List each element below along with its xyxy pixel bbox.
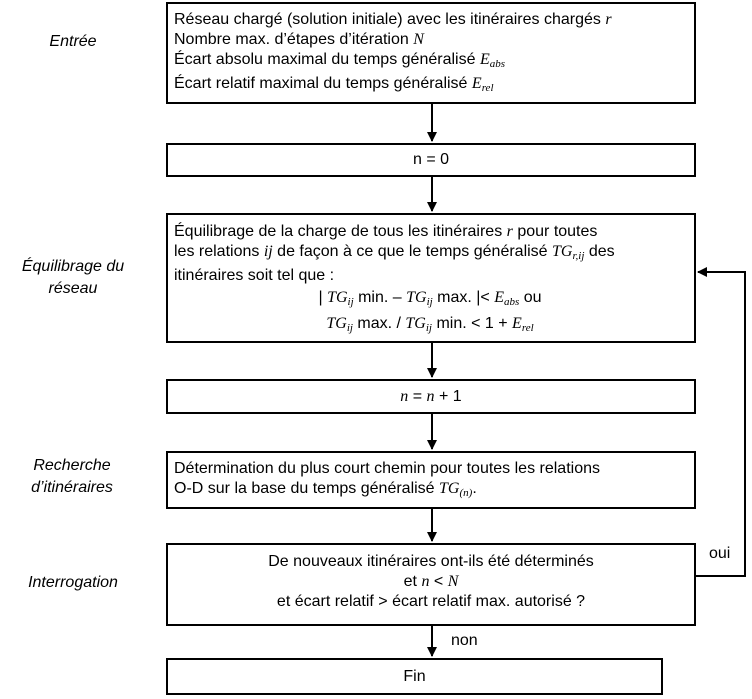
arrow-loop-yes [696, 272, 745, 576]
eq-l1b: pour toutes [517, 223, 598, 240]
search-l2: O-D sur la base du temps généralisé [174, 480, 435, 497]
eq-l4a: | [318, 289, 323, 306]
var-TG: TG [439, 480, 460, 497]
var-n: n [400, 388, 409, 405]
question-l2a: et [403, 573, 417, 590]
eq-l2a: les relations [174, 243, 260, 260]
stage-search-line1: Recherche [33, 457, 111, 474]
yes-text: oui [709, 545, 731, 562]
var-E: E [471, 75, 482, 92]
stage-equilibrium-line1: Équilibrage du [21, 258, 125, 275]
sub-n: (n) [459, 487, 473, 499]
eq-l2b: de façon à ce que le temps généralisé [277, 243, 548, 260]
var-E: E [479, 51, 490, 68]
var-n: n [421, 573, 430, 590]
eq-l3: itinéraires soit tel que : [174, 267, 335, 284]
sub-abs: abs [489, 58, 505, 70]
var-E: E [494, 289, 505, 306]
var-r: r [506, 223, 513, 240]
stage-equilibrium-line2: réseau [48, 280, 98, 297]
eq-l1a: Équilibrage de la charge de tous les itinéraires [174, 223, 503, 240]
input-line-network-text: Réseau chargé (solution initiale) avec les itinéraires chargés [174, 11, 601, 28]
var-ij: ij [263, 243, 273, 260]
var-N: N [413, 31, 424, 48]
eq-l5c: min. < 1 + [436, 315, 508, 332]
var-n: n [426, 388, 435, 405]
var-TG: TG [405, 315, 426, 332]
var-N: N [447, 573, 459, 590]
stage-interrogation-text: Interrogation [28, 574, 118, 591]
var-r: r [605, 11, 612, 28]
sub-r-ij: r,ij [572, 250, 585, 262]
question-l3: et écart relatif > écart relatif max. autorisé ? [276, 593, 586, 610]
var-TG: TG [327, 289, 348, 306]
sub-ij: ij [346, 322, 353, 334]
stage-search-line2: d’itinéraires [31, 479, 113, 496]
sub-abs: abs [504, 296, 520, 308]
plus-one: + 1 [439, 388, 462, 405]
eq-l4b: min. – [358, 289, 402, 306]
var-TG: TG [406, 289, 427, 306]
sub-rel: rel [481, 82, 494, 94]
eq-l5b: max. / [357, 315, 401, 332]
search-l1: Détermination du plus court chemin pour toutes les relations [174, 460, 600, 477]
sub-rel: rel [521, 322, 534, 334]
sub-ij: ij [426, 296, 433, 308]
stage-input-text: Entrée [49, 33, 97, 50]
sub-ij: ij [347, 296, 354, 308]
equals-sign: = [412, 388, 423, 405]
eq-l2c: des [588, 243, 615, 260]
search-l2-end: . [472, 480, 477, 497]
input-line-rel-dev-text: Écart relatif maximal du temps généralisé [174, 75, 468, 92]
no-text: non [451, 632, 478, 649]
var-E: E [512, 315, 522, 332]
question-l1: De nouveaux itinéraires ont-ils été déterminés [268, 553, 594, 570]
var-TG: TG [552, 243, 573, 260]
input-line-abs-dev-text: Écart absolu maximal du temps généralisé [174, 51, 476, 68]
var-TG: TG [326, 315, 347, 332]
sub-ij: ij [425, 322, 432, 334]
eq-l4d: ou [523, 289, 542, 306]
less-than: < [433, 573, 444, 590]
init-text: n = 0 [412, 151, 450, 168]
eq-l4c: max. |< [437, 289, 490, 306]
input-line-max-steps-text: Nombre max. d’étapes d’itération [174, 31, 409, 48]
end-text: Fin [403, 668, 426, 685]
